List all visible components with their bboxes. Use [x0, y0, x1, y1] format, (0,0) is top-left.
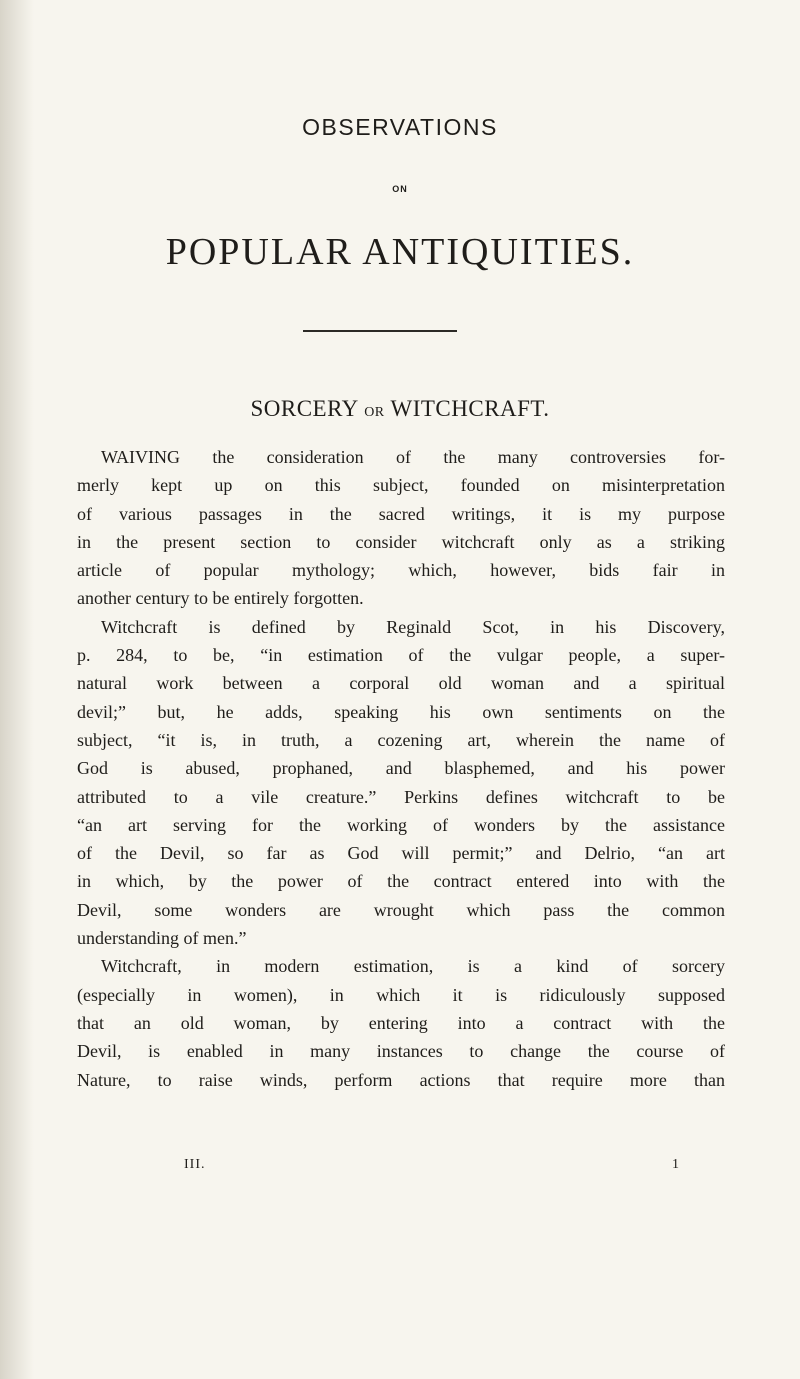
section-title	[0, 396, 800, 422]
body-line: Devil, is enabled in many instances to change the course of	[77, 1041, 725, 1062]
page-edge-shadow	[0, 0, 34, 1379]
body-line: Witchcraft is defined by Reginald Scot, in his Discovery,	[101, 616, 725, 637]
body-line: of various passages in the sacred writings, it is my purpose	[77, 503, 725, 524]
page-title: POPULAR ANTIQUITIES.	[165, 231, 635, 273]
divider-rule	[303, 330, 457, 332]
body-line: that an old woman, by entering into a contract with the	[77, 1012, 725, 1033]
body-text	[77, 443, 725, 1094]
body-line: in the present section to consider witchcraft only as a striking	[77, 531, 725, 552]
body-line: merly kept up on this subject, founded on misinterpretation	[77, 475, 725, 496]
body-line: natural work between a corporal old woman and a spiritual	[77, 673, 725, 694]
section-title-witchcraft: WITCHCRAFT.	[390, 396, 550, 421]
body-line: God is abused, prophaned, and blasphemed, and his power	[77, 758, 725, 779]
body-line: “an art serving for the working of wonders by the assistance	[77, 814, 725, 835]
header-on: ON	[392, 184, 408, 194]
body-line: Nature, to raise winds, perform actions that require more than	[77, 1069, 725, 1090]
volume-number: III.	[184, 1157, 206, 1172]
body-line: p. 284, to be, “in estimation of the vulgar people, a super-	[77, 645, 725, 666]
body-line: understanding of men.”	[77, 928, 247, 949]
body-line: (especially in women), in which it is ridiculously supposed	[77, 984, 725, 1005]
body-line: Devil, some wonders are wrought which pass the common	[77, 899, 725, 920]
section-title-or: OR	[364, 405, 385, 420]
signature-mark: 1	[672, 1157, 679, 1172]
body-line: article of popular mythology; which, however, bids fair in	[77, 560, 725, 581]
body-line: another century to be entirely forgotten.	[77, 588, 364, 609]
body-line: in which, by the power of the contract entered into with the	[77, 871, 725, 892]
section-title-sorcery: SORCERY	[250, 396, 358, 421]
body-line: subject, “it is, in truth, a cozening art, wherein the name of	[77, 729, 725, 750]
body-line: Witchcraft, in modern estimation, is a kind of sorcery	[101, 956, 725, 977]
body-line: devil;” but, he adds, speaking his own sentiments on the	[77, 701, 725, 722]
body-line: attributed to a vile creature.” Perkins defines witchcraft to be	[77, 786, 725, 807]
body-line: WAIVING the consideration of the many controversies for-	[101, 447, 725, 467]
header-observations: OBSERVATIONS	[302, 114, 498, 140]
body-line: of the Devil, so far as God will permit;” and Delrio, “an art	[77, 843, 725, 864]
